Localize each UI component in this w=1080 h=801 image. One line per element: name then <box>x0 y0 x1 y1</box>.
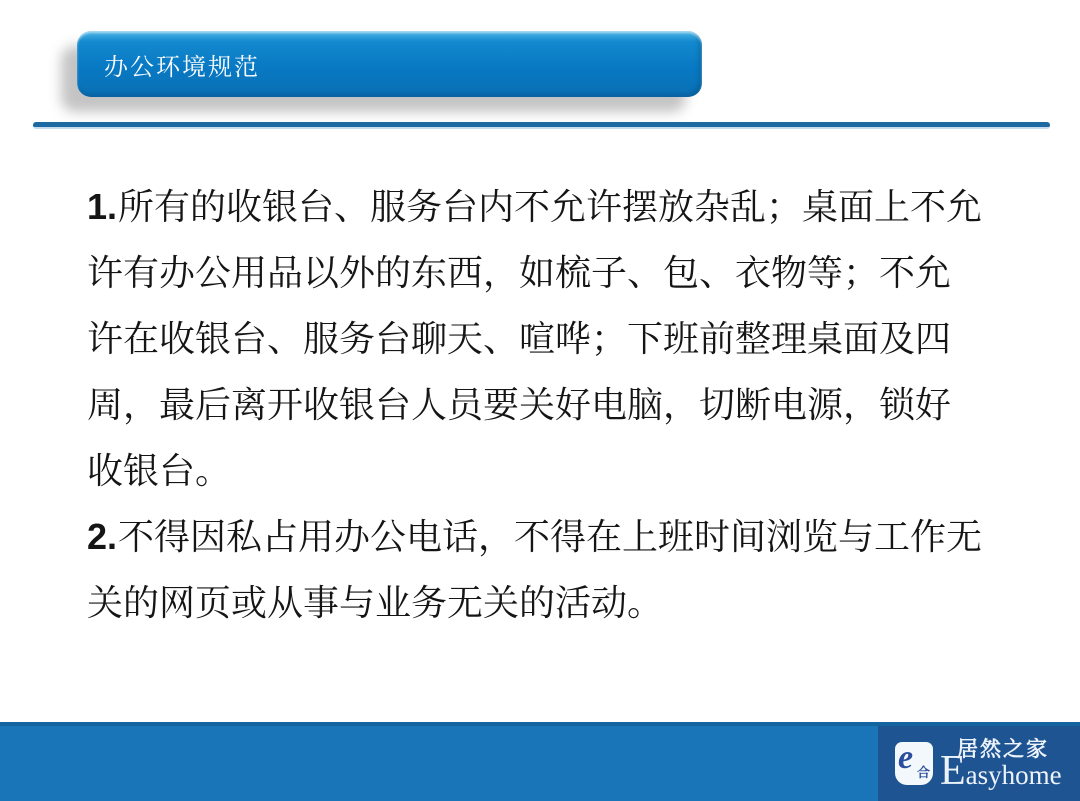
divider-line <box>33 122 1050 129</box>
logo-he-glyph: 合 <box>916 765 930 780</box>
list-number-2: 2. <box>87 516 118 557</box>
line-text: 许在收银台、服务台聊天、喧哗；下班前整理桌面及四 <box>87 318 952 359</box>
header-tab <box>77 31 702 97</box>
paragraph-1-line-1 <box>87 174 982 240</box>
paragraph-1-line-4 <box>87 372 982 438</box>
body-text <box>87 174 982 636</box>
line-text: 不得因私占用办公电话，不得在上班时间浏览与工作无 <box>118 516 983 557</box>
paragraph-1-line-2 <box>87 240 982 306</box>
footer-band <box>0 722 1080 801</box>
brand-name-cn: 居然之家 <box>957 737 1049 761</box>
easyhome-logo-icon <box>895 739 933 785</box>
list-number-1: 1. <box>87 186 118 227</box>
line-text: 周，最后离开收银台人员要关好电脑，切断电源，锁好 <box>87 384 952 425</box>
logo-e-glyph: e <box>898 739 914 776</box>
brand-name-en: Easyhome <box>940 747 1062 794</box>
paragraph-1-line-5 <box>87 438 982 504</box>
line-text: 关的网页或从事与业务无关的活动。 <box>87 582 664 623</box>
brand-wordmark <box>940 737 1062 794</box>
page-title: 办公环境规范 <box>104 53 260 81</box>
line-text: 收银台。 <box>87 450 232 491</box>
brand-logo <box>878 726 1080 801</box>
paragraph-2-line-2 <box>87 570 982 636</box>
line-text: 许有办公用品以外的东西，如梳子、包、衣物等；不允 <box>87 252 952 293</box>
line-text: 所有的收银台、服务台内不允许摆放杂乱；桌面上不允 <box>118 186 983 227</box>
paragraph-2-line-1 <box>87 504 982 570</box>
paragraph-1-line-3 <box>87 306 982 372</box>
